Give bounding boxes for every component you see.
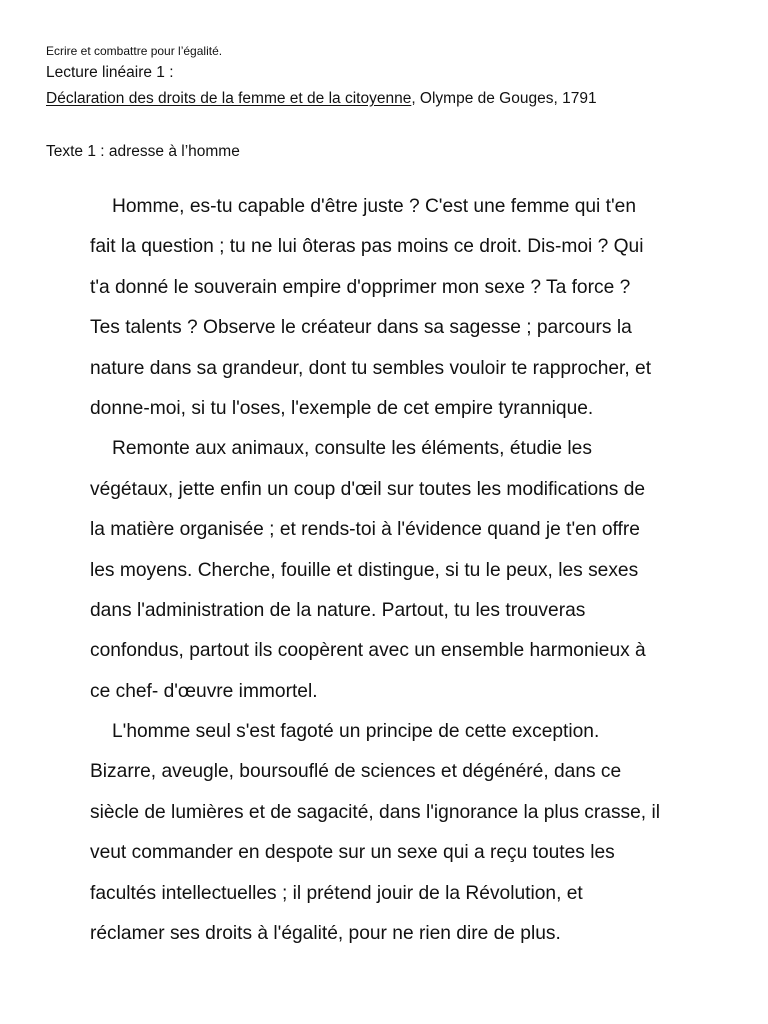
text-line: dans l'administration de la nature. Partout, tu les trouveras [90, 599, 586, 621]
text-line: t'a donné le souverain empire d'opprimer mon sexe ? Ta force ? [90, 276, 631, 298]
text-body [90, 187, 730, 954]
course-title: Ecrire et combattre pour l’égalité. [46, 44, 223, 58]
text-line: siècle de lumières et de sagacité, dans l'ignorance la plus crasse, il [90, 801, 660, 823]
work-reference [46, 89, 597, 109]
text-line: ce chef- d'œuvre immortel. [90, 680, 318, 702]
lesson-title: Lecture linéaire 1 : [46, 64, 174, 81]
text-line: L'homme seul s'est fagoté un principe de cette exception. [112, 721, 600, 743]
text-line: fait la question ; tu ne lui ôteras pas moins ce droit. Dis-moi ? Qui [90, 236, 644, 258]
text-line: Homme, es-tu capable d'être juste ? C'est une femme qui t'en [112, 196, 636, 217]
text-line: la matière organisée ; et rends-toi à l'évidence quand je t'en offre [90, 519, 640, 541]
work-title: Déclaration des droits de la femme et de la citoyenne [46, 90, 412, 107]
text-label: Texte 1 : adresse à l’homme [46, 143, 240, 160]
paragraph-2 [90, 429, 730, 712]
text-line: réclamer ses droits à l'égalité, pour ne rien dire de plus. [90, 923, 561, 945]
paragraph-3 [90, 712, 730, 954]
text-line: nature dans sa grandeur, dont tu sembles vouloir te rapprocher, et [90, 357, 652, 379]
work-author-date: , Olympe de Gouges, 1791 [411, 90, 597, 107]
text-line: Tes talents ? Observe le créateur dans sa sagesse ; parcours la [90, 317, 632, 339]
text-line: veut commander en despote sur un sexe qui a reçu toutes les [90, 842, 615, 864]
text-line: donne-moi, si tu l'oses, l'exemple de cet empire tyrannique. [90, 397, 594, 419]
text-line: végétaux, jette enfin un coup d'œil sur toutes les modifications de [90, 478, 646, 500]
text-line: Bizarre, aveugle, boursouflé de sciences et dégénéré, dans ce [90, 761, 622, 783]
text-line: confondus, partout ils coopèrent avec un ensemble harmonieux à [90, 640, 646, 662]
text-line: les moyens. Cherche, fouille et distingue, si tu le peux, les sexes [90, 559, 639, 581]
text-line: Remonte aux animaux, consulte les éléments, étudie les [112, 438, 592, 460]
text-line: facultés intellectuelles ; il prétend jouir de la Révolution, et [90, 882, 583, 904]
paragraph-1 [90, 187, 730, 429]
